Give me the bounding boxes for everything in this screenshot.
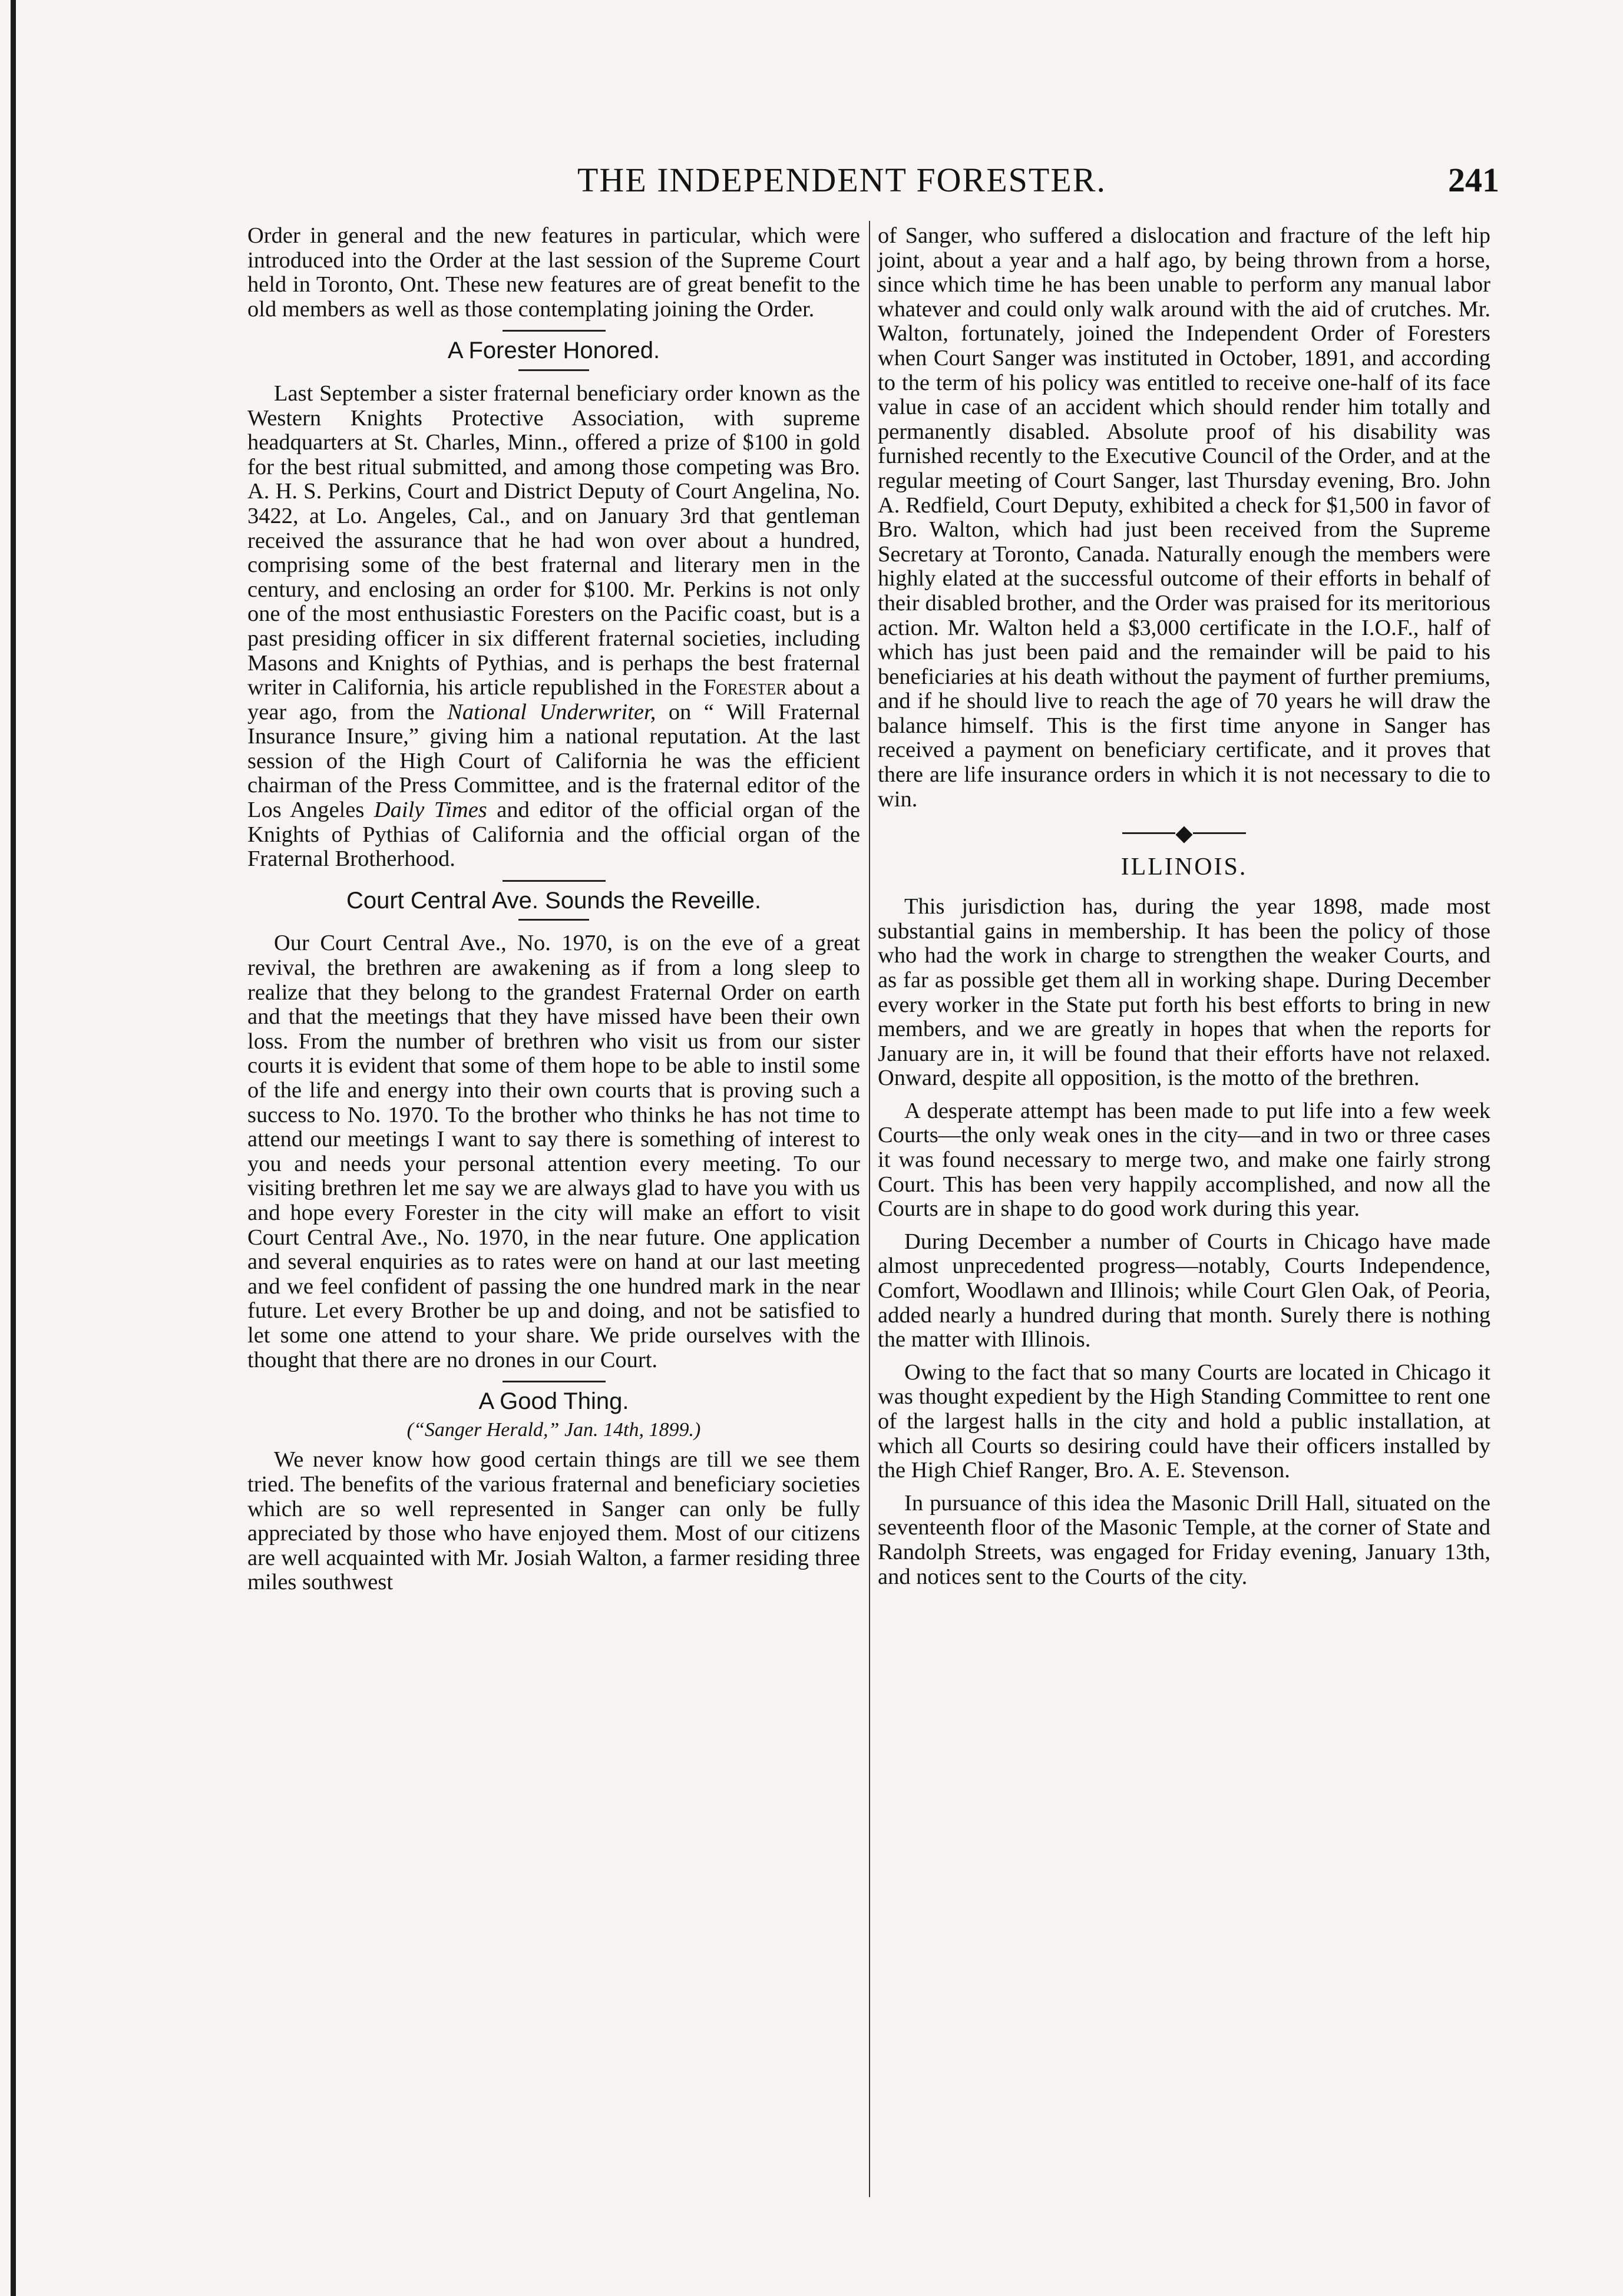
heading-rule [518,369,589,371]
ornament-dot-icon: ◆ [1175,821,1193,846]
binding-edge [11,0,16,2296]
left-column [247,224,860,1595]
text-run: about a year ago, from the [247,675,861,724]
heading-rule [518,919,589,921]
text-run: Last September a sister fraternal beneficiary order known as the Western Knights Protective Association, with supreme headquarters at St. Charles, Minn., offered a prize of $100 in gold for the best ritual submitted, and among those competing was Bro. A. H. S. Perkins, Court and District Deputy of Court Angelina, No. 3422, at Lo. Angeles, Cal., and on January 3rd that gentleman received the assurance that he had won over about a hundred, comprising some of the best fraternal and literary men in the century, and enclosing an order for $100. Mr. Perkins is not only one of the most enthusiastic Foresters on the Pacific coast, but is a past presiding officer in six different fraternal societies, including Masons and Knights of Pythias, and is perhaps the best fraternal writer in California, his article republished in the [247,381,860,700]
section-rule [503,880,606,882]
small-caps-forester: Forester [703,675,787,700]
italic-publication: Daily Times [373,798,487,823]
article-heading-forester-honored: A Forester Honored. [447,338,660,364]
column-divider [869,221,870,2197]
article-paragraph: Owing to the fact that so many Courts are located in Chicago it was thought expedient by the High Standing Committee to rent one of the largest halls in the city and hold a public installation, at which all Courts so desiring could have their officers installed by the High Chief Ranger, Bro. A. E. Stevenson. [878,1359,1490,1483]
article-paragraph: A desperate attempt has been made to put life into a few week Courts—the only weak ones in the city—and in two or three cases it was found necessary to merge two, and make one fairly strong Court. This has been very happily accomplished, and now all the Courts are in shape to do good work during this year. [878,1098,1490,1222]
article-paragraph: We never know how good certain things are till we see them tried. The benefits of the various fraternal and beneficiary societies which are so well represented in Sanger can only be fully appreciated by those who have enjoyed them. Most of our citizens are well acquainted with Mr. Josiah Walton, a farmer residing three miles southwest [247,1447,860,1595]
article-heading-illinois: ILLINOIS. [1120,853,1248,881]
page-header [247,160,1499,213]
article-paragraph [247,382,860,872]
italic-publication: National Underwriter, [447,699,656,724]
running-title: THE INDEPENDENT FORESTER. [577,161,1106,199]
article-paragraph: During December a number of Courts in Chicago have made almost unprecedented progress—notably, Courts Independence, Comfort, Woodlawn and Illinois; while Court Glen Oak, of Peoria, added nearly a hundred during that month. Surely there is nothing the matter with Illinois. [878,1229,1490,1352]
section-rule [503,1381,606,1382]
continued-paragraph: Order in general and the new features in particular, which were introduced into the Order at the last session of the Supreme Court held in Toronto, Ont. These new features are of great benefit to the old members as well as those contemplating joining the Order. [247,223,860,322]
right-column [878,224,1490,1589]
article-paragraph: Our Court Central Ave., No. 1970, is on the eve of a great revival, the brethren are awakening as if from a long sleep to realize that they belong to the grandest Fraternal Order on earth and that the meetings that they have missed have been their own loss. From the number of brethren who visit us from our sister courts it is evident that some of them hope to be able to instil some of the life and energy into their own courts that is proving such a success to No. 1970. To the brother who thinks he has not time to attend our meetings I want to say there is something of interest to you and needs your personal attention every meeting. To our visiting brethren let me say we are always glad to have you with us and hope every Forester in the city will make an effort to visit Court Central Ave., No. 1970, in the near future. One application and several enquiries as to rates were on hand at our last meeting and we feel confident of passing the one hundred mark in the near future. Let every Brother be up and doing, and not be satisfied to let some one attend to your share. We pride ourselves with the thought that there are no drones in our Court. [247,931,860,1372]
ornament-line [1122,832,1175,834]
source-attribution: (“Sanger Herald,” Jan. 14th, 1899.) [406,1418,701,1441]
article-paragraph: In pursuance of this idea the Masonic Drill Hall, situated on the seventeenth floor of the Masonic Temple, at the corner of State and Randolph Streets, was engaged for Friday evening, January 13th, and notices sent to the Courts of the city. [878,1490,1490,1589]
page-number: 241 [1448,161,1499,199]
ornament-line [1193,832,1246,834]
text-run: and editor of the official organ of the Knights of Pythias of California and the official organ of the Fraternal Brotherhood. [247,798,860,872]
continued-paragraph: of Sanger, who suffered a dislocation and fracture of the left hip joint, about a year and a half ago, by being thrown from a horse, since which time he has been unable to perform any manual labor whatever and could only walk around with the aid of crutches. Mr. Walton, fortunately, joined the Independent Order of Foresters when Court Sanger was instituted in October, 1891, and according to the term of his policy was entitled to receive one-half of its face value in case of an accident which should render him totally and permanently disabled. Absolute proof of his disability was furnished recently to the Executive Council of the Order, and at the regular meeting of Court Sanger, last Thursday evening, Bro. John A. Redfield, Court Deputy, exhibited a check for $1,500 in favor of Bro. Walton, which had just been received from the Supreme Secretary at Toronto, Canada. Naturally enough the members were highly elated at the successful outcome of their efforts in behalf of their disabled brother, and the Order was praised for its meritorious action. Mr. Walton held a $3,000 certificate in the I.O.F., half of which has just been paid and the remainder will be paid to his beneficiaries at his death without the payment of further premiums, and if he should live to reach the age of 70 years he will draw the balance himself. This is the first time anyone in Sanger has received a payment on beneficiary certificate, and it proves that there are life insurance orders in which it is not necessary to die to win. [878,223,1490,812]
ornament-rule [878,820,1490,844]
article-heading-reveille: Court Central Ave. Sounds the Reveille. [346,887,762,914]
text-run: on “ Will Fraternal Insurance Insure,” giving him a national reputation. At the last session of the High Court of California he was the efficient chairman of the Press Committee, and is the fraternal editor of the Los Angeles [247,699,860,823]
section-rule [503,330,606,332]
article-paragraph: This jurisdiction has, during the year 1898, made most substantial gains in membership. It has been the policy of those who had the work in charge to strengthen the weaker Courts, and as far as possible get them all in working shape. During December every worker in the State put forth his best efforts to bring in new members, and we are greatly in hopes that when the reports for January are in, it will be found that their efforts have not relaxed. Onward, despite all opposition, is the motto of the brethren. [878,894,1490,1091]
article-heading-good-thing: A Good Thing. [478,1388,629,1415]
